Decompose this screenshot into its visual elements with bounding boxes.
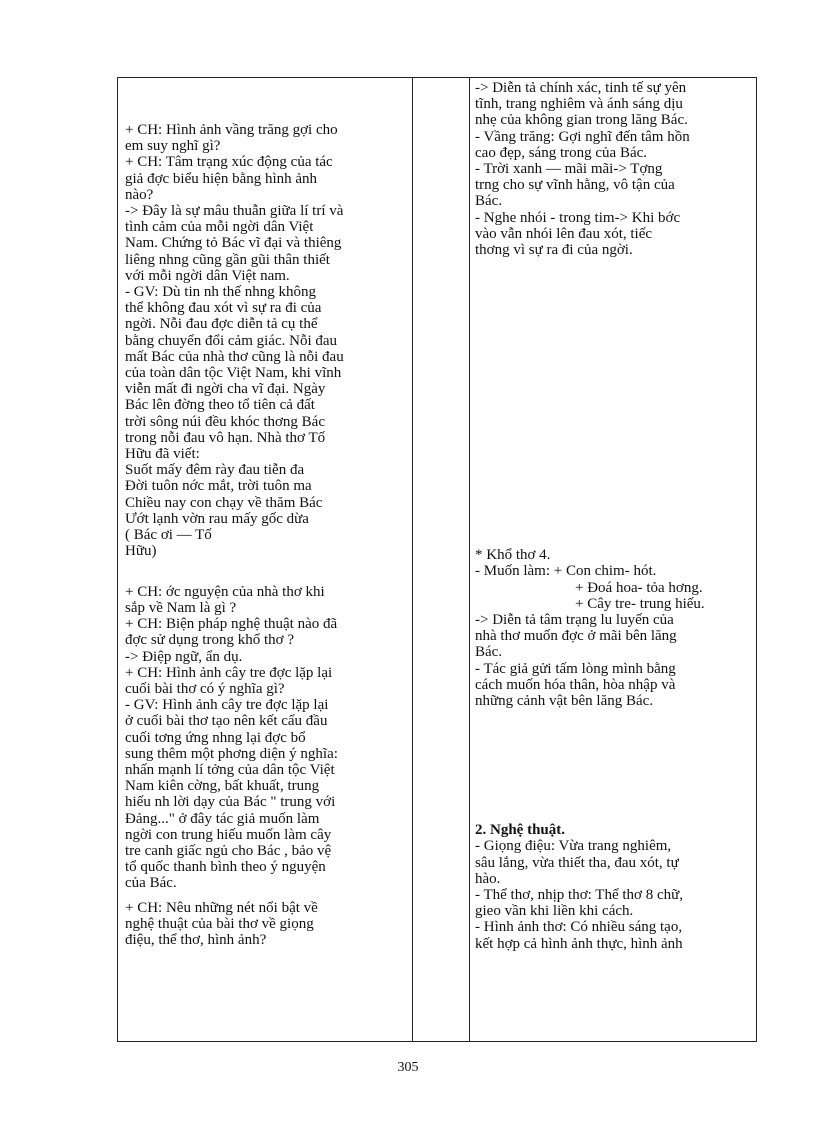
page-number: 305: [397, 1060, 419, 1075]
text-line: Hữu đã viết:: [125, 446, 200, 463]
text-line: em suy nghĩ gì?: [125, 138, 221, 155]
text-line: - Trời xanh — mãi mãi-> Tợng: [475, 161, 663, 178]
text-line: + CH: Nêu những nét nổi bật về: [125, 899, 318, 916]
text-line: hào.: [475, 870, 501, 887]
text-line: - GV: Hình ảnh cây tre đợc lặp lại: [125, 697, 329, 714]
text-line: - Thể thơ, nhịp thơ: Thể thơ 8 chữ,: [475, 887, 684, 904]
text-line: tre canh giấc ngủ cho Bác , bảo vệ: [125, 842, 332, 859]
text-line: của toàn dân tộc Việt Nam, khi vĩnh: [125, 365, 342, 382]
wish-line: + Đoá hoa- tỏa hơng.: [575, 579, 703, 596]
left-column-cell: [118, 78, 413, 1042]
text-line: tĩnh, trang nghiêm và ánh sáng dịu: [475, 96, 683, 113]
text-line: - Vầng trăng: Gợi nghĩ đến tâm hồn: [475, 128, 690, 145]
text-line: Bác.: [475, 644, 503, 661]
text-line: liêng nhng cũng gần gũi thân thiết: [125, 251, 330, 268]
section-heading: 2. Nghệ thuật.: [475, 822, 566, 839]
text-line: sâu lắng, vừa thiết tha, đau xót, tự: [475, 854, 679, 871]
text-line: nhấn mạnh lí tởng của dân tộc Việt: [125, 761, 335, 778]
text-line: của Bác.: [125, 875, 177, 892]
text-line: mất Bác của nhà thơ cũng là nỗi đau: [125, 348, 344, 365]
text-line: cuối tơng ứng nhng lại đợc bổ: [125, 729, 306, 746]
text-line: thơng vì sự ra đi của ngời.: [475, 242, 633, 259]
text-line: Nam. Chứng tỏ Bác vĩ đại và thiêng: [125, 235, 342, 252]
text-line: trong nỗi đau vô hạn. Nhà thơ Tố: [125, 429, 326, 446]
text-line: -> Diễn tả tâm trạng lu luyến của: [475, 612, 674, 629]
right-block-lang-bac: [475, 80, 750, 258]
text-line: đợc sử dụng trong khổ thơ ?: [125, 632, 294, 649]
text-line: Đời tuôn nớc mắt, trời tuôn ma: [125, 478, 312, 495]
text-line: tình cảm của mỗi ngời dân Việt: [125, 219, 314, 236]
text-line: kết hợp cả hình ảnh thực, hình ảnh: [475, 935, 683, 952]
text-line: những cảnh vật bên lăng Bác.: [475, 693, 654, 710]
text-line: - Giọng điệu: Vừa trang nghiêm,: [475, 838, 672, 855]
text-line: cách muốn hóa thân, hòa nhập và: [475, 676, 676, 693]
text-line: cao đẹp, sáng trong của Bác.: [475, 144, 648, 161]
text-line: vào vẫn nhói lên đau xót, tiếc: [475, 225, 653, 242]
text-line: nhẹ của không gian trong lăng Bác.: [475, 112, 688, 129]
text-line: bằng chuyển đổi cảm giác. Nỗi đau: [125, 332, 338, 349]
section-kho-tho-4: [475, 547, 750, 709]
wish-line: + Cây tre- trung hiếu.: [575, 595, 705, 612]
text-line: Nam kiên cờng, bất khuất, trung: [125, 778, 320, 795]
text-line: ở cuối bài thơ tạo nên kết cấu đầu: [125, 713, 328, 730]
text-line: hiếu nh lời dạy của Bác " trung với: [125, 794, 336, 811]
text-line: + CH: Biện pháp nghệ thuật nào đã: [125, 616, 338, 633]
text-line: Hữu): [125, 543, 157, 560]
left-column-content: [118, 78, 412, 948]
section-body: [475, 838, 750, 951]
text-line: cuối bài thơ có ý nghĩa gì?: [125, 680, 285, 697]
text-line: + CH: Hình ảnh cây tre đợc lặp lại: [125, 664, 333, 681]
lesson-table: [117, 77, 757, 1042]
text-line: Suốt mấy đêm rày đau tiễn đa: [125, 462, 305, 479]
text-line: sung thêm một phơng diện ý nghĩa:: [125, 745, 338, 762]
text-line: - Nghe nhói - trong tim-> Khi bớc: [475, 209, 681, 226]
right-column-content: [470, 78, 756, 952]
text-line: trời sông núi đều khóc thơng Bác: [125, 413, 326, 430]
text-line: - Hình ảnh thơ: Có nhiều sáng tạo,: [475, 919, 683, 936]
text-line: trng cho sự vĩnh hằng, vô tận của: [475, 177, 675, 194]
middle-column-cell: [413, 78, 470, 1042]
text-line: Đảng..." ở đây tác giả muốn làm: [125, 810, 320, 827]
text-line: -> Diễn tả chính xác, tinh tế sự yên: [475, 80, 687, 96]
text-line: + CH: Tâm trạng xúc động của tác: [125, 154, 333, 171]
text-line: thể không đau xót vì sự ra đi của: [125, 300, 322, 317]
text-line: điệu, thể thơ, hình ảnh?: [125, 931, 267, 948]
text-line: Bác.: [475, 193, 503, 210]
text-line: gieo vần khi liền khi cách.: [475, 903, 634, 920]
wish-line: - Muốn làm: + Con chim- hót.: [475, 563, 657, 580]
text-line: ngời con trung hiếu muốn làm cây: [125, 826, 332, 843]
spacer: [475, 709, 750, 822]
text-line: + CH: ớc nguyện của nhà thơ khi: [125, 583, 325, 600]
spacer: [475, 258, 750, 547]
table-row: [118, 78, 757, 1042]
text-line: ngời. Nỗi đau đợc diễn tả cụ thể: [125, 316, 318, 333]
text-line: - Tác giả gửi tấm lòng mình bằng: [475, 660, 676, 677]
text-line: ( Bác ơi — Tố: [125, 527, 212, 544]
text-line: Ướt lạnh vờn rau mấy gốc dừa: [125, 510, 309, 527]
text-line: với mỗi ngời dân Việt nam.: [125, 267, 290, 284]
text-line: nhà thơ muốn đợc ở mãi bên lăng: [475, 628, 677, 645]
text-line: -> Điệp ngữ, ẩn dụ.: [125, 648, 243, 665]
text-line: Bác lên đờng theo tổ tiên cả đất: [125, 397, 315, 414]
text-line: -> Đây là sự mâu thuẫn giữa lí trí và: [125, 203, 344, 220]
section-body: [475, 612, 750, 709]
section-heading: * Khổ thơ 4.: [475, 547, 551, 564]
section-nghe-thuat: [475, 822, 750, 952]
text-line: + CH: Hình ảnh vầng trăng gợi cho: [125, 122, 338, 138]
text-line: - GV: Dù tin nh thế nhng không: [125, 284, 316, 301]
text-line: nào?: [125, 186, 154, 203]
text-line: nghệ thuật của bài thơ về giọng: [125, 915, 314, 932]
text-line: tổ quốc thanh bình theo ý nguyện: [125, 859, 326, 876]
text-line: viễn mất đi ngời cha vĩ đại. Ngày: [125, 381, 326, 398]
text-line: Chiều nay con chạy về thăm Bác: [125, 494, 323, 511]
text-line: [125, 559, 406, 575]
text-line: giả đợc biểu hiện bằng hình ảnh: [125, 170, 318, 187]
right-column-cell: [470, 78, 757, 1042]
text-line: sắp về Nam là gì ?: [125, 599, 237, 616]
